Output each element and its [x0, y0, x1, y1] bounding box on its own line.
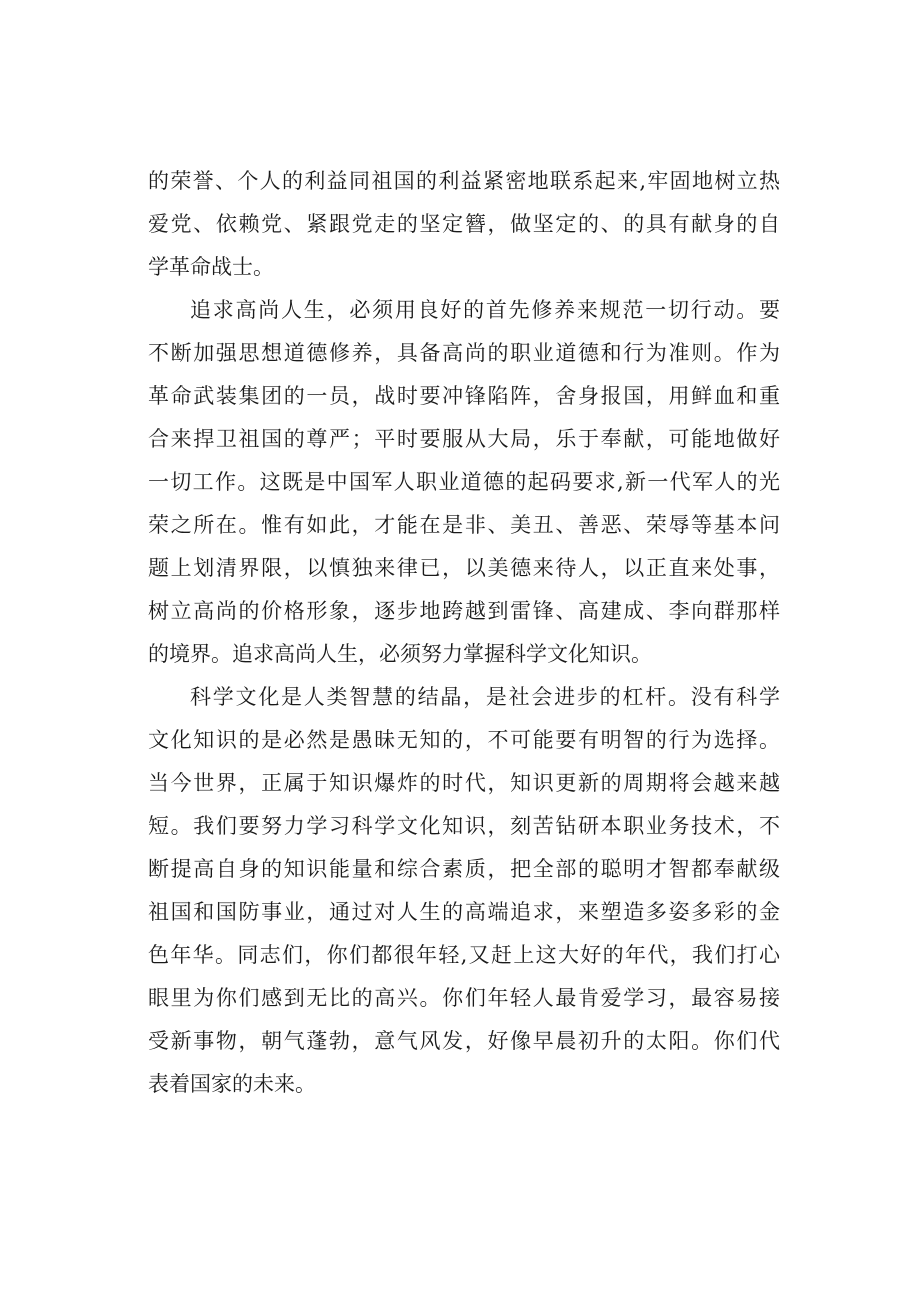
- text-line: 题上划清界限，以慎独来律已，以美德来待人，以正直来处事，: [148, 556, 780, 580]
- text-line: 当今世界，正属于知识爆炸的时代，知识更新的周期将会越来越: [148, 771, 780, 795]
- text-line: 合来捍卫祖国的尊严；平时要服从大局，乐于奉献，可能地做好: [148, 427, 780, 451]
- text-line: 表着国家的未来。: [148, 1072, 316, 1096]
- text-line: 的境界。追求高尚人生，必须努力掌握科学文化知识。: [148, 642, 652, 666]
- text-line: 文化知识的是必然是愚昧无知的，不可能要有明智的行为选择。: [148, 728, 780, 752]
- text-line: 革命武装集团的一员，战时要冲锋陷阵，舍身报国，用鲜血和重: [148, 384, 780, 408]
- text-line: 爱党、依赖党、紧跟党走的坚定簪，做坚定的、的具有献身的自: [148, 212, 780, 236]
- paragraph-first-line: 科学文化是人类智慧的结晶，是社会进步的杠杆。没有科学: [190, 685, 780, 709]
- text-line: 断提高自身的知识能量和综合素质，把全部的聪明才智都奉献级: [148, 857, 780, 881]
- text-line: 色年华。同志们，你们都很年轻,又赶上这大好的年代，我们打心: [148, 943, 780, 967]
- text-line: 的荣誉、个人的利益同祖国的利益紧密地联系起来,牢固地树立热: [148, 169, 780, 193]
- text-line: 祖国和国防事业，通过对人生的高端追求，来塑造多姿多彩的金: [148, 900, 780, 924]
- text-line: 不断加强思想道德修养，具备高尚的职业道德和行为准则。作为: [148, 341, 780, 365]
- text-line: 眼里为你们感到无比的高兴。你们年轻人最肯爱学习，最容易接: [148, 986, 780, 1010]
- body-text: [148, 160, 780, 1106]
- text-line: 树立高尚的价格形象，逐步地跨越到雷锋、高建成、李向群那样: [148, 599, 780, 623]
- text-line: 荣之所在。惟有如此，才能在是非、美丑、善恶、荣辱等基本问: [148, 513, 780, 537]
- text-line: 短。我们要努力学习科学文化知识，刻苦钻研本职业务技术，不: [148, 814, 780, 838]
- text-line: 一切工作。这既是中国军人职业道德的起码要求,新一代军人的光: [148, 470, 780, 494]
- text-line: 学革命战士。: [148, 255, 274, 279]
- paragraph-first-line: 追求高尚人生，必须用良好的首先修养来规范一切行动。要: [190, 298, 780, 322]
- text-line: 受新事物，朝气蓬勃，意气风发，好像早晨初升的太阳。你们代: [148, 1029, 780, 1053]
